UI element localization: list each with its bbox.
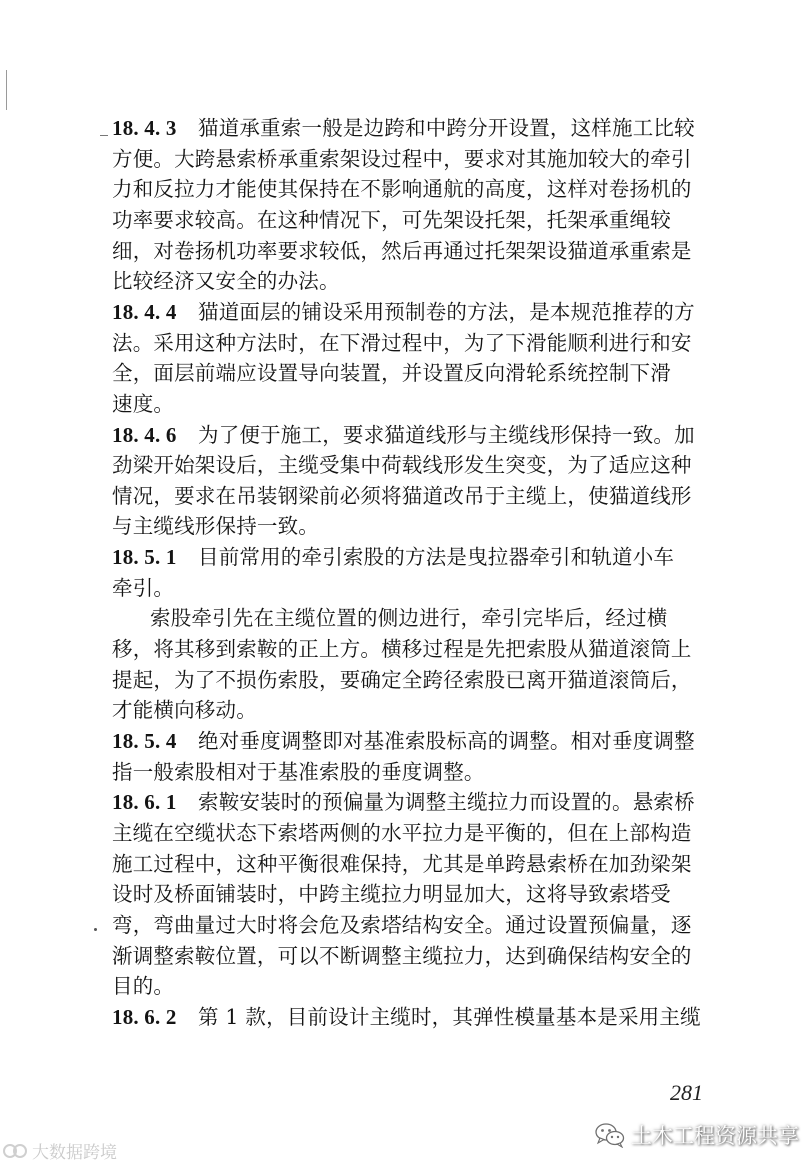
line-text: 施工过程中，这种平衡很难保持，尤其是单跨悬索桥在加劲梁架 [112,851,692,876]
text-line [112,266,726,296]
wechat-icon [595,1122,625,1148]
line-text: 速度。 [112,391,175,416]
section-number: 18. 4. 3 [112,116,177,140]
section-number: 18. 4. 4 [112,299,177,324]
text-line [112,236,726,266]
text-line [112,818,726,848]
text-line [112,573,726,603]
watermark-left [2,1138,117,1163]
line-text: 猫道承重索一般是边跨和中跨分开设置，这样施工比较 [198,116,695,140]
watermark-left-text: 大数据跨境 [32,1143,117,1163]
text-line [112,787,726,817]
watermark-right-text: 土木工程资源共享 [631,1124,799,1148]
line-text: 弯，弯曲量过大时将会危及索塔结构安全。通过设置预偏量，逐 [112,912,692,937]
scan-edge-mark [6,70,7,110]
line-text: 比较经济又安全的办法。 [112,269,340,294]
text-line [112,511,726,541]
text-line [112,542,726,572]
text-line [112,910,726,940]
line-text: 情况，要求在吊装钢梁前必须将猫道改吊于主缆上，使猫道线形 [112,483,692,508]
watermark-right [595,1120,799,1150]
text-line [112,174,726,204]
line-text: 力和反拉力才能使其保持在不影响通航的高度，这样对卷扬机的 [112,177,692,202]
line-text: 猫道面层的铺设采用预制卷的方法，是本规范推荐的方 [198,299,695,324]
line-text: 第 1 款，目前设计主缆时，其弹性模量基本是采用主缆 [198,1004,701,1029]
section-number: 18. 5. 1 [112,545,177,570]
text-line [112,849,726,879]
line-text: 绝对垂度调整即对基准索股标高的调整。相对垂度调整 [198,729,695,753]
text-line [112,144,726,174]
section-number: 18. 6. 1 [112,790,177,815]
line-text: 索鞍安装时的预偏量为调整主缆拉力而设置的。悬索桥 [198,790,695,815]
line-text: 才能横向移动。 [112,698,257,723]
text-line [112,634,726,664]
text-line [112,1002,726,1032]
text-line [112,665,726,695]
line-text: 渐调整索鞍位置，可以不断调整主缆拉力，达到确保结构安全的 [112,943,692,968]
line-text: 方便。大跨悬索桥承重索架设过程中，要求对其施加较大的牵引 [112,146,692,171]
text-line [112,481,726,511]
section-number: 18. 5. 4 [112,729,177,753]
text-line [112,389,726,419]
line-text: 主缆在空缆状态下索塔两侧的水平拉力是平衡的，但在上部构造 [112,820,692,845]
text-line [112,941,726,971]
line-text: 功率要求较高。在这种情况下，可先架设托架，托架承重绳较 [112,207,671,232]
line-text: 设时及桥面铺装时，中跨主缆拉力明显加大，这将导致索塔受 [112,882,671,907]
line-text: 全，面层前端应设置导向装置，并设置反向滑轮系统控制下滑 [112,361,671,386]
margin-dot-mark [94,928,97,931]
text-line [112,971,726,1001]
text-line [112,328,726,358]
text-line [112,450,726,480]
line-text: 与主缆线形保持一致。 [112,514,319,539]
line-text: 目的。 [112,974,175,999]
line-text: 索股牵引先在主缆位置的侧边进行，牵引完毕后，经过横 [150,606,668,631]
text-line [112,113,726,143]
section-number: 18. 4. 6 [112,422,177,447]
text-line [112,420,726,450]
page-number: 281 [670,1080,703,1105]
line-text: 指一般索股相对于基准索股的垂度调整。 [112,759,485,784]
line-text: 细，对卷扬机功率要求较低，然后再通过托架架设猫道承重索是 [112,238,692,263]
text-line [150,603,726,633]
margin-tick-mark [100,135,108,136]
line-text: 劲梁开始架设后，主缆受集中荷载线形发生突变，为了适应这种 [112,453,692,478]
text-line [112,695,726,725]
section-number: 18. 6. 2 [112,1004,177,1029]
line-text: 牵引。 [112,575,175,600]
watermark-logo-icon [2,1142,28,1160]
line-text: 目前常用的牵引索股的方法是曳拉器牵引和轨道小车 [198,545,675,570]
text-line [112,297,726,327]
text-line [112,205,726,235]
text-line [112,879,726,909]
text-line [112,726,726,756]
line-text: 为了便于施工，要求猫道线形与主缆线形保持一致。加 [198,422,695,447]
text-line [112,757,726,787]
line-text: 法。采用这种方法时，在下滑过程中，为了下滑能顺利进行和安 [112,330,692,355]
text-line [112,358,726,388]
line-text: 移，将其移到索鞍的正上方。横移过程是先把索股从猫道滚筒上 [112,637,692,662]
line-text: 提起，为了不损伤索股，要确定全跨径索股已离开猫道滚筒后， [112,667,692,692]
